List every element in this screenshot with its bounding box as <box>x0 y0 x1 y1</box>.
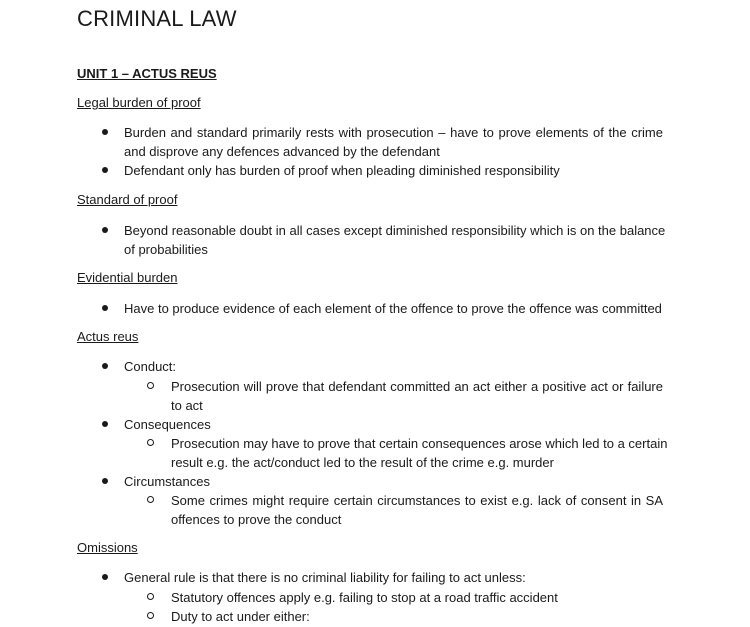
sub-list-item-continuation <box>0 396 750 415</box>
unit-heading: UNIT 1 – ACTUS REUS <box>77 66 217 81</box>
section-heading-standard-of-proof: Standard of proof <box>77 192 178 207</box>
list-item <box>0 472 750 491</box>
sub-list-item-continuation <box>0 510 750 529</box>
sub-bullet-icon <box>147 382 154 389</box>
bullet-icon <box>102 363 108 369</box>
sub-list-item-text: Duty to act under either: <box>171 609 310 624</box>
bullet-icon <box>102 167 108 173</box>
list-item-text: General rule is that there is no criminal liability for failing to act unless: <box>124 570 526 585</box>
section-heading-omissions: Omissions <box>77 540 138 555</box>
list-item-text: Beyond reasonable doubt in all cases except diminished responsibility which is on the balance <box>124 223 666 238</box>
sub-list-item <box>0 607 750 626</box>
document-title: CRIMINAL LAW <box>77 6 237 31</box>
sub-bullet-icon <box>147 612 154 619</box>
list-item <box>0 123 750 142</box>
list-item-text: Have to produce evidence of each element of the offence to prove the offence was committed <box>124 301 662 316</box>
sub-list-item <box>0 588 750 607</box>
sub-list-item-text: Prosecution will prove that defendant committed an act either a positive act or failure <box>171 379 663 394</box>
list-item-text: Circumstances <box>124 474 210 489</box>
list-item-text: Conduct: <box>124 359 177 374</box>
bullet-icon <box>102 574 108 580</box>
sub-list-item-text: to act <box>171 398 203 413</box>
list-item <box>0 221 750 240</box>
sub-list-item-continuation <box>0 453 750 472</box>
bullet-icon <box>102 478 108 484</box>
sub-list-item-text: Statutory offences apply e.g. failing to stop at a road traffic accident <box>171 590 558 605</box>
sub-list-item-text: Some crimes might require certain circumstances to exist e.g. lack of consent in SA <box>171 493 663 508</box>
bullet-icon <box>102 305 108 311</box>
sub-list-item <box>0 491 750 510</box>
section-heading-actus-reus: Actus reus <box>77 329 139 344</box>
sub-list-item <box>0 377 750 396</box>
list-item-text: Consequences <box>124 417 211 432</box>
list-item <box>0 357 750 376</box>
sub-list-item <box>0 434 750 453</box>
sub-list-item-text: Prosecution may have to prove that certain consequences arose which led to a certain <box>171 436 668 451</box>
bullet-icon <box>102 129 108 135</box>
list-item <box>0 299 750 318</box>
list-item-text: and disprove any defences advanced by the defendant <box>124 144 440 159</box>
sub-bullet-icon <box>147 593 154 600</box>
list-item-text: Defendant only has burden of proof when pleading diminished responsibility <box>124 163 560 178</box>
bullet-icon <box>102 227 108 233</box>
sub-bullet-icon <box>147 439 154 446</box>
list-item-continuation <box>0 240 750 259</box>
list-item <box>0 568 750 587</box>
list-item <box>0 161 750 180</box>
sub-list-item-text: offences to prove the conduct <box>171 512 342 527</box>
sub-bullet-icon <box>147 496 154 503</box>
list-item <box>0 415 750 434</box>
list-item-text: of probabilities <box>124 242 208 257</box>
section-heading-legal-burden: Legal burden of proof <box>77 95 201 110</box>
sub-list-item-text: result e.g. the act/conduct led to the result of the crime e.g. murder <box>171 455 554 470</box>
list-item-text: Burden and standard primarily rests with prosecution – have to prove elements of the crime <box>124 125 663 140</box>
list-item-continuation <box>0 142 750 161</box>
bullet-icon <box>102 421 108 427</box>
section-heading-evidential-burden: Evidential burden <box>77 270 178 285</box>
